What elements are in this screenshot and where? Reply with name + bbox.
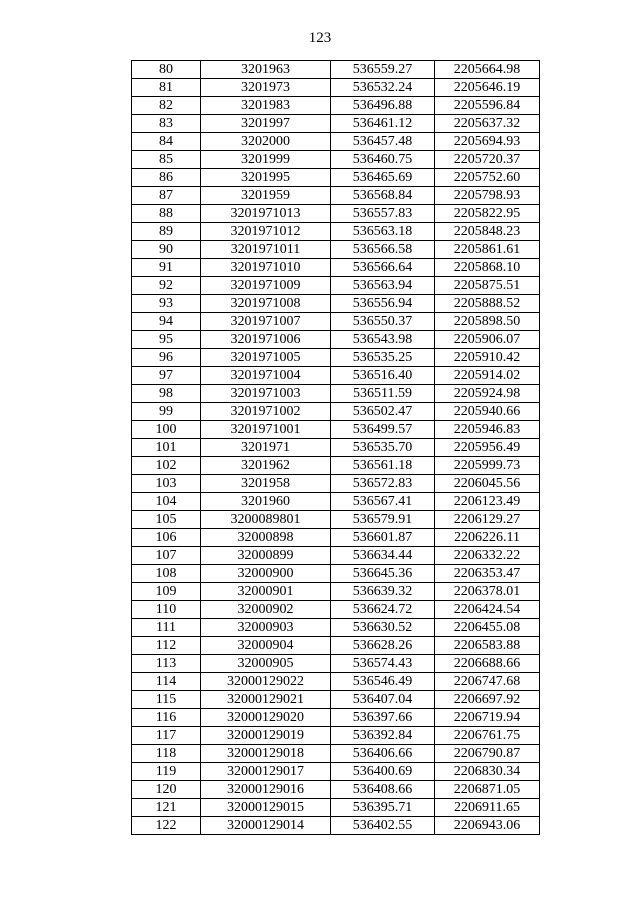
point-id-cell: 3201960 bbox=[201, 493, 331, 511]
y-coordinate-cell: 2206129.27 bbox=[435, 511, 540, 529]
row-index-cell: 83 bbox=[132, 115, 201, 133]
row-index-cell: 118 bbox=[132, 745, 201, 763]
table-row bbox=[132, 421, 540, 439]
row-index-cell: 99 bbox=[132, 403, 201, 421]
y-coordinate-cell: 2205875.51 bbox=[435, 277, 540, 295]
point-id-cell: 32000903 bbox=[201, 619, 331, 637]
row-index-cell: 97 bbox=[132, 367, 201, 385]
table-body bbox=[132, 61, 540, 835]
point-id-cell: 32000129014 bbox=[201, 817, 331, 835]
y-coordinate-cell: 2206719.94 bbox=[435, 709, 540, 727]
x-coordinate-cell: 536601.87 bbox=[331, 529, 435, 547]
y-coordinate-cell: 2206455.08 bbox=[435, 619, 540, 637]
row-index-cell: 122 bbox=[132, 817, 201, 835]
table-row bbox=[132, 313, 540, 331]
y-coordinate-cell: 2206332.22 bbox=[435, 547, 540, 565]
y-coordinate-cell: 2206911.65 bbox=[435, 799, 540, 817]
point-id-cell: 32000901 bbox=[201, 583, 331, 601]
x-coordinate-cell: 536502.47 bbox=[331, 403, 435, 421]
table-row bbox=[132, 583, 540, 601]
table-row bbox=[132, 673, 540, 691]
x-coordinate-cell: 536535.70 bbox=[331, 439, 435, 457]
row-index-cell: 121 bbox=[132, 799, 201, 817]
x-coordinate-cell: 536465.69 bbox=[331, 169, 435, 187]
point-id-cell: 3201971008 bbox=[201, 295, 331, 313]
y-coordinate-cell: 2206761.75 bbox=[435, 727, 540, 745]
table-row bbox=[132, 709, 540, 727]
point-id-cell: 3201973 bbox=[201, 79, 331, 97]
point-id-cell: 3201971006 bbox=[201, 331, 331, 349]
point-id-cell: 3202000 bbox=[201, 133, 331, 151]
y-coordinate-cell: 2205906.07 bbox=[435, 331, 540, 349]
x-coordinate-cell: 536406.66 bbox=[331, 745, 435, 763]
table-row bbox=[132, 259, 540, 277]
point-id-cell: 3201962 bbox=[201, 457, 331, 475]
row-index-cell: 89 bbox=[132, 223, 201, 241]
x-coordinate-cell: 536561.18 bbox=[331, 457, 435, 475]
table-row bbox=[132, 565, 540, 583]
table-row bbox=[132, 475, 540, 493]
row-index-cell: 108 bbox=[132, 565, 201, 583]
point-id-cell: 3201971010 bbox=[201, 259, 331, 277]
x-coordinate-cell: 536511.59 bbox=[331, 385, 435, 403]
table-row bbox=[132, 367, 540, 385]
x-coordinate-cell: 536400.69 bbox=[331, 763, 435, 781]
y-coordinate-cell: 2206688.66 bbox=[435, 655, 540, 673]
x-coordinate-cell: 536408.66 bbox=[331, 781, 435, 799]
x-coordinate-cell: 536645.36 bbox=[331, 565, 435, 583]
y-coordinate-cell: 2205861.61 bbox=[435, 241, 540, 259]
row-index-cell: 87 bbox=[132, 187, 201, 205]
table-row bbox=[132, 745, 540, 763]
point-id-cell: 3201971005 bbox=[201, 349, 331, 367]
table-row bbox=[132, 655, 540, 673]
x-coordinate-cell: 536546.49 bbox=[331, 673, 435, 691]
point-id-cell: 3201971009 bbox=[201, 277, 331, 295]
table-row bbox=[132, 61, 540, 79]
table-row bbox=[132, 817, 540, 835]
x-coordinate-cell: 536457.48 bbox=[331, 133, 435, 151]
y-coordinate-cell: 2205646.19 bbox=[435, 79, 540, 97]
x-coordinate-cell: 536566.64 bbox=[331, 259, 435, 277]
y-coordinate-cell: 2205898.50 bbox=[435, 313, 540, 331]
table-row bbox=[132, 133, 540, 151]
row-index-cell: 93 bbox=[132, 295, 201, 313]
y-coordinate-cell: 2205956.49 bbox=[435, 439, 540, 457]
point-id-cell: 32000129019 bbox=[201, 727, 331, 745]
row-index-cell: 106 bbox=[132, 529, 201, 547]
table-row bbox=[132, 727, 540, 745]
x-coordinate-cell: 536630.52 bbox=[331, 619, 435, 637]
row-index-cell: 120 bbox=[132, 781, 201, 799]
table-row bbox=[132, 205, 540, 223]
row-index-cell: 103 bbox=[132, 475, 201, 493]
table-row bbox=[132, 295, 540, 313]
table-row bbox=[132, 331, 540, 349]
row-index-cell: 110 bbox=[132, 601, 201, 619]
point-id-cell: 32000129017 bbox=[201, 763, 331, 781]
x-coordinate-cell: 536567.41 bbox=[331, 493, 435, 511]
y-coordinate-cell: 2205694.93 bbox=[435, 133, 540, 151]
row-index-cell: 116 bbox=[132, 709, 201, 727]
point-id-cell: 32000129018 bbox=[201, 745, 331, 763]
y-coordinate-cell: 2206943.06 bbox=[435, 817, 540, 835]
table-row bbox=[132, 241, 540, 259]
y-coordinate-cell: 2205910.42 bbox=[435, 349, 540, 367]
y-coordinate-cell: 2206871.05 bbox=[435, 781, 540, 799]
y-coordinate-cell: 2206353.47 bbox=[435, 565, 540, 583]
table-row bbox=[132, 493, 540, 511]
x-coordinate-cell: 536402.55 bbox=[331, 817, 435, 835]
x-coordinate-cell: 536550.37 bbox=[331, 313, 435, 331]
y-coordinate-cell: 2205999.73 bbox=[435, 457, 540, 475]
row-index-cell: 100 bbox=[132, 421, 201, 439]
x-coordinate-cell: 536568.84 bbox=[331, 187, 435, 205]
point-id-cell: 32000129020 bbox=[201, 709, 331, 727]
x-coordinate-cell: 536557.83 bbox=[331, 205, 435, 223]
table-row bbox=[132, 511, 540, 529]
y-coordinate-cell: 2205637.32 bbox=[435, 115, 540, 133]
y-coordinate-cell: 2205940.66 bbox=[435, 403, 540, 421]
table-row bbox=[132, 439, 540, 457]
table-row bbox=[132, 601, 540, 619]
table-row bbox=[132, 277, 540, 295]
x-coordinate-cell: 536563.94 bbox=[331, 277, 435, 295]
x-coordinate-cell: 536461.12 bbox=[331, 115, 435, 133]
row-index-cell: 95 bbox=[132, 331, 201, 349]
point-id-cell: 32000902 bbox=[201, 601, 331, 619]
table-row bbox=[132, 385, 540, 403]
point-id-cell: 32000898 bbox=[201, 529, 331, 547]
row-index-cell: 101 bbox=[132, 439, 201, 457]
row-index-cell: 111 bbox=[132, 619, 201, 637]
y-coordinate-cell: 2206424.54 bbox=[435, 601, 540, 619]
table-row bbox=[132, 547, 540, 565]
y-coordinate-cell: 2206583.88 bbox=[435, 637, 540, 655]
x-coordinate-cell: 536628.26 bbox=[331, 637, 435, 655]
point-id-cell: 3201995 bbox=[201, 169, 331, 187]
y-coordinate-cell: 2206378.01 bbox=[435, 583, 540, 601]
row-index-cell: 86 bbox=[132, 169, 201, 187]
x-coordinate-cell: 536499.57 bbox=[331, 421, 435, 439]
table-row bbox=[132, 457, 540, 475]
point-id-cell: 3201958 bbox=[201, 475, 331, 493]
x-coordinate-cell: 536496.88 bbox=[331, 97, 435, 115]
point-id-cell: 3201997 bbox=[201, 115, 331, 133]
table-row bbox=[132, 79, 540, 97]
y-coordinate-cell: 2205914.02 bbox=[435, 367, 540, 385]
point-id-cell: 3200089801 bbox=[201, 511, 331, 529]
row-index-cell: 96 bbox=[132, 349, 201, 367]
point-id-cell: 32000899 bbox=[201, 547, 331, 565]
table-row bbox=[132, 763, 540, 781]
row-index-cell: 88 bbox=[132, 205, 201, 223]
x-coordinate-cell: 536532.24 bbox=[331, 79, 435, 97]
x-coordinate-cell: 536559.27 bbox=[331, 61, 435, 79]
x-coordinate-cell: 536572.83 bbox=[331, 475, 435, 493]
point-id-cell: 3201971001 bbox=[201, 421, 331, 439]
x-coordinate-cell: 536395.71 bbox=[331, 799, 435, 817]
point-id-cell: 3201959 bbox=[201, 187, 331, 205]
point-id-cell: 3201963 bbox=[201, 61, 331, 79]
point-id-cell: 3201971002 bbox=[201, 403, 331, 421]
point-id-cell: 3201971003 bbox=[201, 385, 331, 403]
point-id-cell: 3201999 bbox=[201, 151, 331, 169]
x-coordinate-cell: 536579.91 bbox=[331, 511, 435, 529]
row-index-cell: 85 bbox=[132, 151, 201, 169]
table-row bbox=[132, 223, 540, 241]
table-row bbox=[132, 691, 540, 709]
x-coordinate-cell: 536556.94 bbox=[331, 295, 435, 313]
y-coordinate-cell: 2205946.83 bbox=[435, 421, 540, 439]
row-index-cell: 112 bbox=[132, 637, 201, 655]
x-coordinate-cell: 536639.32 bbox=[331, 583, 435, 601]
point-id-cell: 3201971004 bbox=[201, 367, 331, 385]
x-coordinate-cell: 536535.25 bbox=[331, 349, 435, 367]
y-coordinate-cell: 2205720.37 bbox=[435, 151, 540, 169]
row-index-cell: 115 bbox=[132, 691, 201, 709]
x-coordinate-cell: 536574.43 bbox=[331, 655, 435, 673]
table-row bbox=[132, 349, 540, 367]
point-id-cell: 3201971011 bbox=[201, 241, 331, 259]
y-coordinate-cell: 2205924.98 bbox=[435, 385, 540, 403]
point-id-cell: 3201983 bbox=[201, 97, 331, 115]
y-coordinate-cell: 2205596.84 bbox=[435, 97, 540, 115]
y-coordinate-cell: 2206790.87 bbox=[435, 745, 540, 763]
x-coordinate-cell: 536566.58 bbox=[331, 241, 435, 259]
y-coordinate-cell: 2206697.92 bbox=[435, 691, 540, 709]
y-coordinate-cell: 2206747.68 bbox=[435, 673, 540, 691]
point-id-cell: 3201971012 bbox=[201, 223, 331, 241]
row-index-cell: 80 bbox=[132, 61, 201, 79]
y-coordinate-cell: 2205798.93 bbox=[435, 187, 540, 205]
point-id-cell: 32000129022 bbox=[201, 673, 331, 691]
point-id-cell: 3201971 bbox=[201, 439, 331, 457]
table-row bbox=[132, 97, 540, 115]
x-coordinate-cell: 536634.44 bbox=[331, 547, 435, 565]
row-index-cell: 91 bbox=[132, 259, 201, 277]
y-coordinate-cell: 2205848.23 bbox=[435, 223, 540, 241]
point-id-cell: 32000129015 bbox=[201, 799, 331, 817]
row-index-cell: 114 bbox=[132, 673, 201, 691]
row-index-cell: 119 bbox=[132, 763, 201, 781]
table-row bbox=[132, 151, 540, 169]
page-number: 123 bbox=[308, 30, 332, 46]
x-coordinate-cell: 536460.75 bbox=[331, 151, 435, 169]
row-index-cell: 113 bbox=[132, 655, 201, 673]
table-row bbox=[132, 799, 540, 817]
x-coordinate-cell: 536543.98 bbox=[331, 331, 435, 349]
table-row bbox=[132, 187, 540, 205]
table-row bbox=[132, 169, 540, 187]
row-index-cell: 90 bbox=[132, 241, 201, 259]
y-coordinate-cell: 2206830.34 bbox=[435, 763, 540, 781]
point-id-cell: 32000905 bbox=[201, 655, 331, 673]
row-index-cell: 107 bbox=[132, 547, 201, 565]
table-row bbox=[132, 403, 540, 421]
point-id-cell: 32000129016 bbox=[201, 781, 331, 799]
row-index-cell: 102 bbox=[132, 457, 201, 475]
y-coordinate-cell: 2205868.10 bbox=[435, 259, 540, 277]
y-coordinate-cell: 2206045.56 bbox=[435, 475, 540, 493]
row-index-cell: 84 bbox=[132, 133, 201, 151]
x-coordinate-cell: 536397.66 bbox=[331, 709, 435, 727]
point-id-cell: 3201971013 bbox=[201, 205, 331, 223]
point-id-cell: 32000900 bbox=[201, 565, 331, 583]
point-id-cell: 3201971007 bbox=[201, 313, 331, 331]
x-coordinate-cell: 536624.72 bbox=[331, 601, 435, 619]
table-row bbox=[132, 637, 540, 655]
row-index-cell: 92 bbox=[132, 277, 201, 295]
y-coordinate-cell: 2205752.60 bbox=[435, 169, 540, 187]
table-row bbox=[132, 115, 540, 133]
row-index-cell: 81 bbox=[132, 79, 201, 97]
x-coordinate-cell: 536407.04 bbox=[331, 691, 435, 709]
row-index-cell: 109 bbox=[132, 583, 201, 601]
row-index-cell: 82 bbox=[132, 97, 201, 115]
row-index-cell: 98 bbox=[132, 385, 201, 403]
row-index-cell: 94 bbox=[132, 313, 201, 331]
x-coordinate-cell: 536563.18 bbox=[331, 223, 435, 241]
y-coordinate-cell: 2206123.49 bbox=[435, 493, 540, 511]
y-coordinate-cell: 2206226.11 bbox=[435, 529, 540, 547]
table-row bbox=[132, 619, 540, 637]
y-coordinate-cell: 2205664.98 bbox=[435, 61, 540, 79]
y-coordinate-cell: 2205822.95 bbox=[435, 205, 540, 223]
table-row bbox=[132, 781, 540, 799]
row-index-cell: 117 bbox=[132, 727, 201, 745]
point-id-cell: 32000904 bbox=[201, 637, 331, 655]
x-coordinate-cell: 536392.84 bbox=[331, 727, 435, 745]
row-index-cell: 104 bbox=[132, 493, 201, 511]
y-coordinate-cell: 2205888.52 bbox=[435, 295, 540, 313]
coordinates-table bbox=[131, 60, 540, 835]
table-row bbox=[132, 529, 540, 547]
point-id-cell: 32000129021 bbox=[201, 691, 331, 709]
x-coordinate-cell: 536516.40 bbox=[331, 367, 435, 385]
row-index-cell: 105 bbox=[132, 511, 201, 529]
